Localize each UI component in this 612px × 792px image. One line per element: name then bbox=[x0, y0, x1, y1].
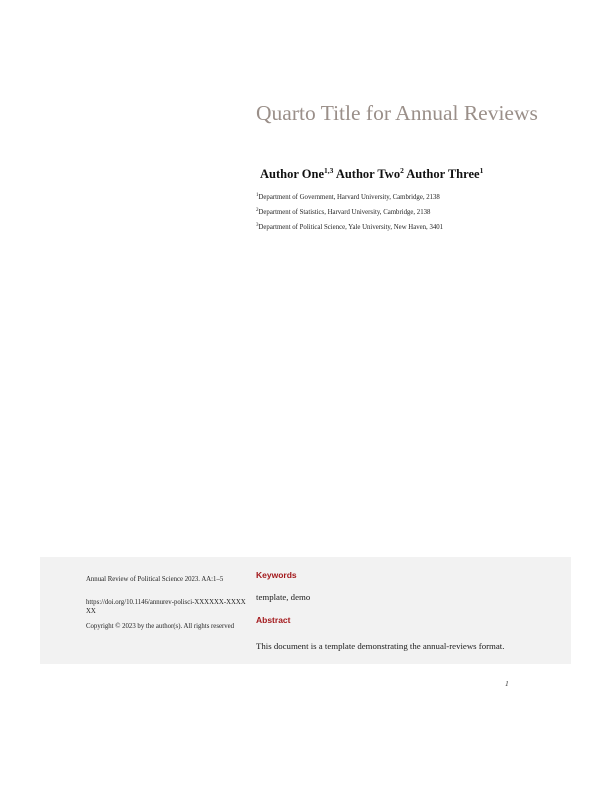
copyright-notice: Copyright © 2023 by the author(s). All rights reserved bbox=[86, 623, 235, 630]
journal-citation: Annual Review of Political Science 2023. AA:1–5 bbox=[86, 576, 224, 583]
page-number: 1 bbox=[505, 679, 509, 688]
affiliation-number: 2 bbox=[256, 208, 259, 213]
author-name: Author Three bbox=[406, 167, 480, 181]
keywords-heading: Keywords bbox=[256, 570, 297, 580]
author-name: Author One bbox=[260, 167, 325, 181]
abstract-heading: Abstract bbox=[256, 615, 291, 625]
affiliation-text: Department of Statistics, Harvard University, Cambridge, 2138 bbox=[258, 209, 431, 216]
affiliation bbox=[256, 224, 443, 231]
affiliation-number: 1 bbox=[256, 193, 259, 198]
keywords-text: template, demo bbox=[256, 592, 311, 602]
author-affiliation-marker: 1,3 bbox=[324, 166, 334, 175]
affiliation-number: 3 bbox=[256, 223, 259, 228]
doi-link[interactable]: https://doi.org/10.1146/annurev-polisci-XXXXXX-XXXXXX bbox=[86, 599, 246, 615]
paper-title: Quarto Title for Annual Reviews bbox=[256, 101, 538, 125]
affiliation-text: Department of Political Science, Yale University, New Haven, 3401 bbox=[258, 224, 444, 231]
affiliation bbox=[256, 209, 430, 216]
abstract-text: This document is a template demonstrating the annual-reviews format. bbox=[256, 641, 505, 651]
author-name: Author Two bbox=[335, 167, 401, 181]
author-affiliation-marker: 1 bbox=[479, 166, 484, 175]
author-affiliation-marker: 2 bbox=[400, 166, 404, 175]
author-list bbox=[260, 167, 483, 182]
affiliation-text: Department of Government, Harvard University, Cambridge, 2138 bbox=[258, 194, 440, 201]
affiliation bbox=[256, 194, 440, 201]
